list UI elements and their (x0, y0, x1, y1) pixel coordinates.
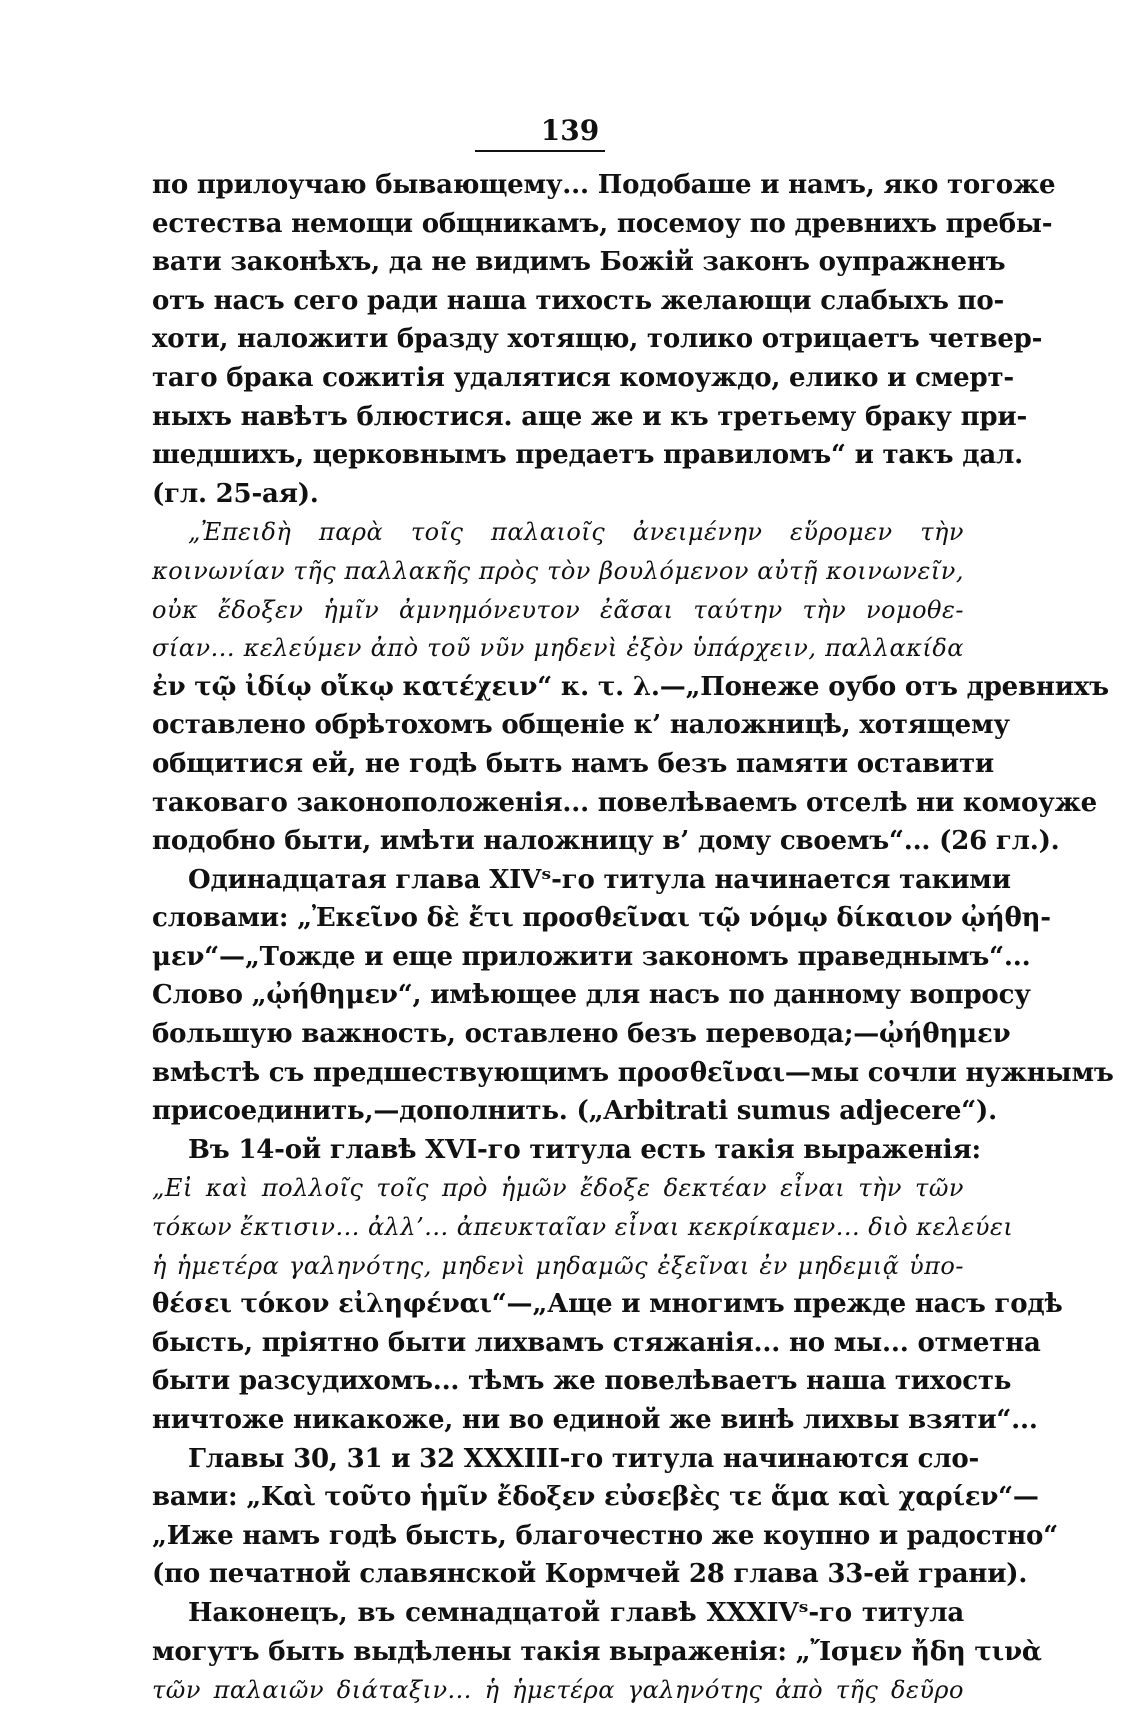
text-line: τόκων ἔκτισιν... ἀλλ’... ἀπευκταῖαν εἶναι κεκρίκαμεν... διὸ κελεύει (152, 1213, 1014, 1242)
text-line: „Εἰ καὶ πολλοῖς τοῖς πρὸ ἡμῶν ἔδοξε δεκτέαν εἶναι τὴν τῶν (152, 1174, 964, 1203)
page-number-rule (475, 150, 605, 152)
text-line: κοινωνίαν τῆς παλλακῆς πρὸς τὸν βουλόμενον αὐτῇ κοινωνεῖν, (152, 556, 964, 585)
text-line: (по печатной славянской Кормчей 28 глава 33-ей грани). (152, 1559, 1028, 1590)
text-line: хоти, наложити бразду хотящю, толико отрицаетъ четвер- (152, 324, 1043, 355)
text-line: присоединить,—дополнить. („Arbitrati sumus adjecere“). (152, 1096, 997, 1127)
text-line: μεν“—„Тожде и еще приложити закономъ праведнымъ“... (152, 941, 1031, 972)
text-line: Въ 14-ой главѣ XVI-го титула есть такія выраженія: (188, 1134, 981, 1165)
text-line: „Иже намъ годѣ бысть, благочестно же коупно и радостно“ (152, 1520, 1058, 1551)
text-line: (гл. 25-ая). (152, 478, 319, 509)
text-line: быти разсудихомъ... тѣмъ же повелѣваетъ наша тихость (152, 1366, 1012, 1397)
text-line: σίαν... κελεύμεν ἀπὸ τοῦ νῦν μηδενὶ ἐξὸν ὑπάρχειν, παλλακίδα (152, 634, 964, 663)
body-text (152, 166, 1114, 1710)
text-line: по прилоучаю бывающему... Подобаше и намъ, яко тогоже (152, 170, 1056, 200)
text-line: вами: „Καὶ τοῦτο ἡμῖν ἔδοξεν εὐσεβὲς τε ἅμα καὶ χαρίεν“— (152, 1482, 1039, 1513)
text-line: Одинадцатая глава XIVˢ-го титула начинается такими (188, 864, 1011, 895)
text-line: таго брака сожитія удалятися комоуждо, елико и смерт- (152, 362, 1014, 393)
text-line: бысть, пріятно быти лихвамъ стяжанія... но мы... отметна (152, 1327, 1041, 1358)
text-line: ничтоже никакоже, ни во единой же винѣ лихвы взяти“... (152, 1405, 1038, 1435)
text-line: τῶν παλαιῶν διάταξιν... ἡ ἡμετέρα γαληνότης ἀπὸ τῆς δεῦρο (152, 1676, 964, 1705)
text-line: отъ насъ сего ради наша тихость желающи слабыхъ по- (152, 285, 1005, 316)
text-line: могутъ быть выдѣлены такія выраженія: „Ἴσμεν ἤδη τινὰ (152, 1636, 1042, 1667)
text-line: Главы 30, 31 и 32 XXXIII-го титула начинаются сло- (188, 1443, 980, 1474)
text-line: вмѣстѣ съ предшествующимъ προσθεῖναι—мы сочли нужнымъ (152, 1057, 1114, 1088)
text-line: подобно быти, имѣти наложницу в’ дому своемъ“... (26 гл.). (152, 826, 1060, 857)
text-line: таковаго законоположенія... повелѣваемъ отселѣ ни комоуже (152, 787, 1097, 818)
text-line: Слово „ᾠήθημεν“, имѣющее для насъ по данному вопросу (152, 980, 1031, 1011)
page-number: 139 (540, 114, 600, 147)
text-line: ныхъ навѣтъ блюстися. аще же и къ третьему браку при- (152, 401, 1028, 432)
text-line: большую важность, оставлено безъ перевода;—ᾠήθημεν (152, 1019, 1011, 1050)
text-line: словами: „Ἐκεῖνο δὲ ἔτι προσθεῖναι τῷ νόμῳ δίκαιον ᾠήθη- (152, 903, 1051, 934)
text-line: шедшихъ, церковнымъ предаетъ правиломъ“ и такъ дал. (152, 440, 1023, 471)
text-line: оставлено обрѣтохомъ общеніе к’ наложницѣ, хотящему (152, 710, 1010, 741)
text-line: ἐν τῷ ἰδίῳ οἴκῳ κατέχειν“ κ. τ. λ.—„Понеже оубо отъ древнихъ (152, 671, 1109, 702)
text-line: Наконецъ, въ семнадцатой главѣ XXXIVˢ-го титула (188, 1597, 964, 1628)
text-line: вати законѣхъ, да не видимъ Божій законъ оупражненъ (152, 247, 1006, 278)
text-line: οὐκ ἔδοξεν ἡμῖν ἀμνημόνευτον ἐᾶσαι ταύτην τὴν νομοθε- (152, 595, 964, 624)
text-line: „Ἐπειδὴ παρὰ τοῖς παλαιοῖς ἀνειμένην εὕρομεν τὴν (188, 518, 964, 547)
text-line: ἡ ἡμετέρα γαληνότης, μηδενὶ μηδαμῶς ἐξεῖναι ἐν μηδεμιᾷ ὑπο- (152, 1251, 964, 1280)
text-line: естества немощи общникамъ, посемоу по древнихъ пребы- (152, 208, 1053, 239)
text-line: θέσει τόκον εἰληφέναι“—„Аще и многимъ прежде насъ годѣ (152, 1289, 1063, 1320)
text-line: общитися ей, не годѣ быть намъ безъ памяти оставити (152, 748, 995, 779)
